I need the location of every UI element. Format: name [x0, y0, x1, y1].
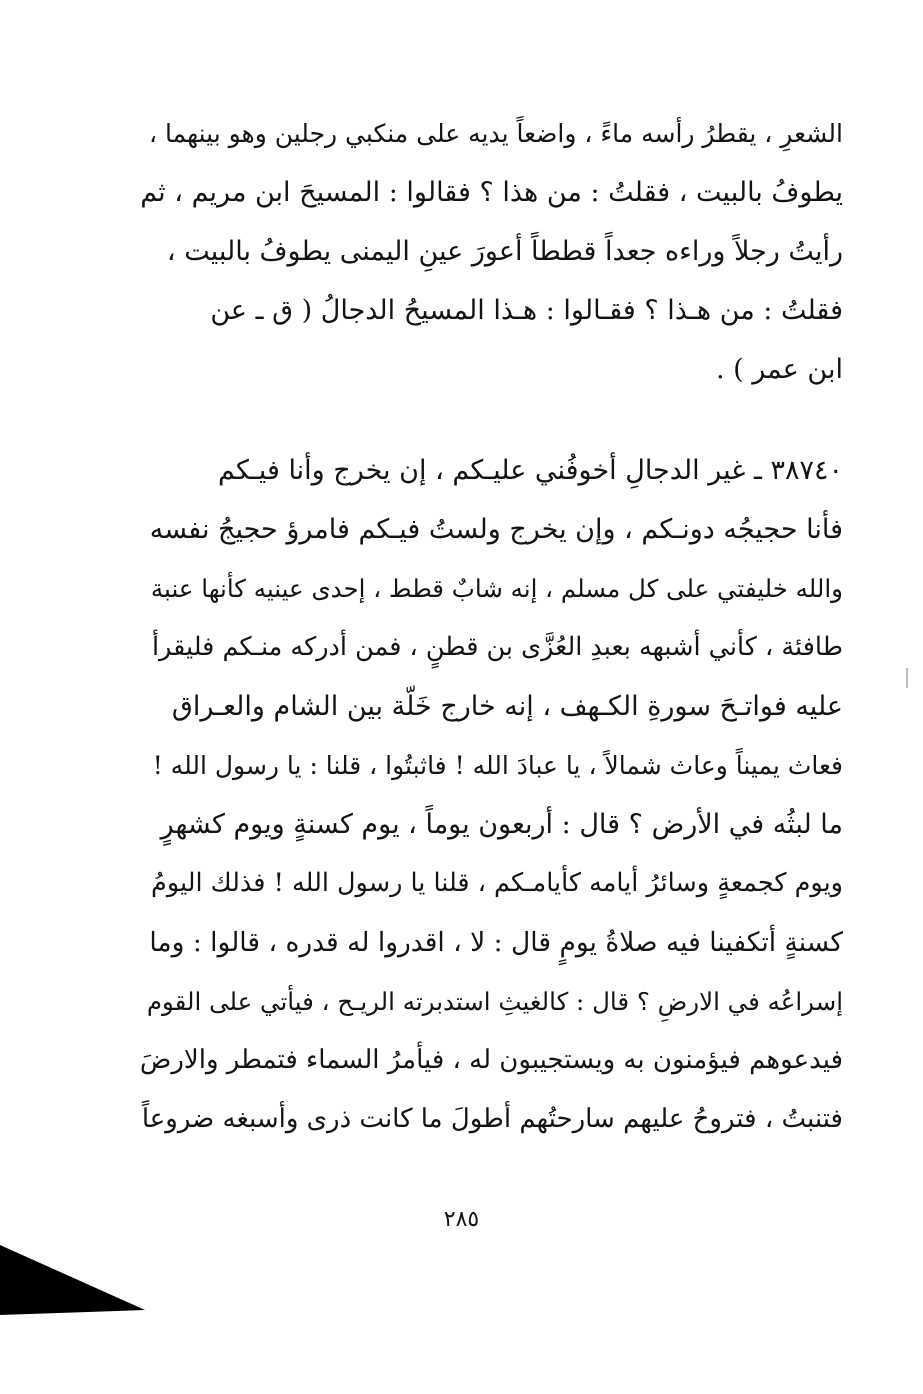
paragraph-continued	[140, 104, 843, 399]
page-number: ٢٨٥	[443, 1207, 480, 1232]
text-line: ويوم كجمعةٍ وسائرُ أيامه كأيامـكم ، قلنا يا رسول الله ! فذلك اليومُ	[151, 868, 843, 898]
text-line: رأيتُ رجلاً وراءه جعداً قططاً أعورَ عينِ اليمنى يطوفُ بالبيت ،	[166, 236, 843, 267]
text-line: فقلتُ : من هـذا ؟ فقـالوا : هـذا المسيحُ الدجالُ ( ق ـ عن	[210, 295, 843, 326]
text-line: إسراعُه في الارضِ ؟ قال : كالغيثِ استدبرته الريـح ، فيأتي على القوم	[146, 987, 843, 1016]
scan-corner-shadow	[0, 1245, 145, 1315]
text-line: عليه فواتـحَ سورةِ الكـهف ، إنه خارج خَلّة بين الشام والعـراق	[171, 691, 843, 722]
hadith-paragraph-38740	[140, 441, 843, 1149]
text-line: فأنا حجيجُه دونـكم ، وإن يخرج ولستُ فيـكم فامرؤ حجيجُ نفسه	[149, 514, 843, 545]
text-line: فعاث يميناً وعاث شمالاً ، يا عبادَ الله ! فاثبتُوا ، قلنا : يا رسول الله !	[152, 751, 843, 780]
text-line: ٣٨٧٤٠ ـ غير الدجالِ أخوفُني عليـكم ، إن يخرج وأنا فيـكم	[218, 455, 843, 486]
text-line: يطوفُ بالبيت ، فقلتُ : من هذا ؟ فقالوا : المسيحَ ابن مريم ، ثم	[140, 177, 843, 208]
text-line: طافئة ، كأني أشبهه بعبدِ العُزَّى بن قطنٍ ، فمن أدركه منـكم فليقرأ	[151, 632, 843, 662]
scan-edge-mark	[906, 668, 908, 688]
text-line: ما لبثُه في الأرض ؟ قال : أربعون يوماً ، يوم كسنةٍ ويوم كشهرٍ	[160, 809, 843, 840]
text-line: ابن عمر ) .	[715, 354, 843, 385]
text-line: الشعرِ ، يقطرُ رأسه ماءً ، واضعاً يديه على منكبي رجلين وهو بينهما ،	[149, 119, 843, 148]
text-line: فتنبتُ ، فتروحُ عليهم سارحتُهم أطولَ ما كانت ذرى وأسبغه ضروعاً	[141, 1104, 843, 1134]
text-line: والله خليفتي على كل مسلم ، إنه شابٌ قطط ، إحدى عينيه كأنها عنبة	[150, 574, 843, 603]
text-line: فيدعوهم فيؤمنون به ويستجيبون له ، فيأمرُ السماء فتمطر والارضَ	[140, 1045, 843, 1075]
text-line: كسنةٍ أتكفينا فيه صلاةُ يومٍ قال : لا ، اقدروا له قدره ، قالوا : وما	[149, 927, 843, 958]
